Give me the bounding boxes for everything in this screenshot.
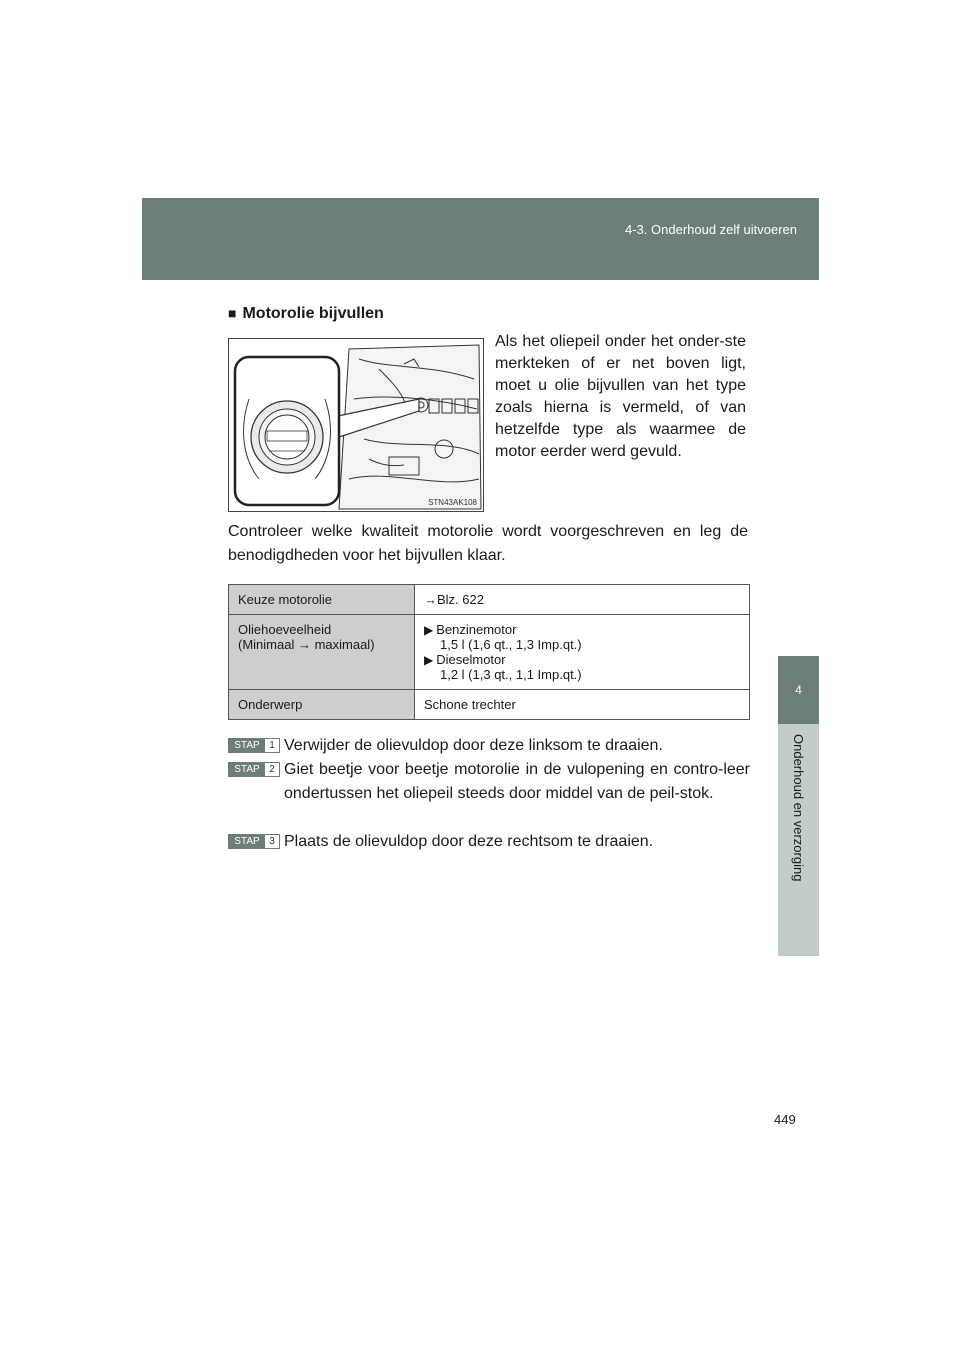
table-key: Onderwerp: [229, 690, 415, 720]
table-row: [229, 690, 750, 720]
step-text: Giet beetje voor beetje motorolie in de vulopening en contro-leer ondertussen het oliepeil steeds door middel van de peil-stok.: [284, 761, 750, 802]
chapter-tab-label: Onderhoud en verzorging: [791, 734, 806, 882]
table-row: [229, 585, 750, 615]
page-number: 449: [774, 1112, 796, 1127]
table-key-line: Oliehoeveelheid: [238, 622, 332, 637]
petrol-engine-line: [424, 622, 740, 637]
step-badge: [228, 738, 280, 753]
table-key: [229, 615, 415, 690]
header-bar: [142, 198, 819, 280]
step-badge: [228, 834, 280, 849]
diesel-engine-line: [424, 652, 740, 667]
chapter-tab-number: 4: [778, 656, 819, 724]
step-1: [228, 734, 750, 758]
triangle-bullet-icon: ▶: [424, 653, 434, 667]
table-key-line: (Minimaal → maximaal): [238, 637, 375, 652]
step-badge-number: 2: [265, 763, 279, 776]
section-title: [228, 305, 384, 323]
step-badge: [228, 762, 280, 777]
step-3: [228, 830, 750, 854]
table-value: Schone trechter: [415, 690, 750, 720]
engine-oil-cap-illustration: [228, 338, 484, 512]
step-2: [228, 758, 750, 806]
step-badge-word: STAP: [229, 739, 265, 752]
chapter-tab: [778, 724, 819, 956]
header-section-title: 4-3. Onderhoud zelf uitvoeren: [625, 222, 797, 237]
table-value: [415, 615, 750, 690]
petrol-label: Benzinemotor: [436, 622, 517, 637]
section-title-text: Motorolie bijvullen: [242, 305, 384, 322]
triangle-bullet-icon: ▶: [424, 623, 434, 637]
table-row: [229, 615, 750, 690]
step-text: Plaats de olievuldop door deze rechtsom te draaien.: [284, 833, 654, 850]
step-badge-word: STAP: [229, 763, 265, 776]
step-text: Verwijder de olievuldop door deze linksom te draaien.: [284, 737, 663, 754]
diesel-label: Dieselmotor: [436, 652, 506, 667]
table-key: Keuze motorolie: [229, 585, 415, 615]
petrol-value: 1,5 l (1,6 qt., 1,3 Imp.qt.): [440, 637, 582, 652]
intro-paragraph: Als het oliepeil onder het onder-ste merkteken of er net boven ligt, moet u olie bijvullen van het type zoals hierna is vermeld, of van hetzelfde type als waarmee de motor eerder werd gevuld.: [495, 333, 746, 460]
preparation-paragraph: Controleer welke kwaliteit motorolie wordt voorgeschreven en leg de benodigdheden voor het bijvullen klaar.: [228, 523, 748, 564]
diesel-value: 1,2 l (1,3 qt., 1,1 Imp.qt.): [440, 667, 582, 682]
figure-code: STN43AK108: [428, 498, 477, 507]
square-bullet-icon: ■: [228, 305, 237, 321]
table-value: →Blz. 622: [415, 585, 750, 615]
step-badge-number: 3: [265, 835, 279, 848]
engine-bay-drawing: [229, 339, 484, 512]
step-badge-word: STAP: [229, 835, 265, 848]
oil-spec-table: [228, 584, 750, 720]
step-badge-number: 1: [265, 739, 279, 752]
